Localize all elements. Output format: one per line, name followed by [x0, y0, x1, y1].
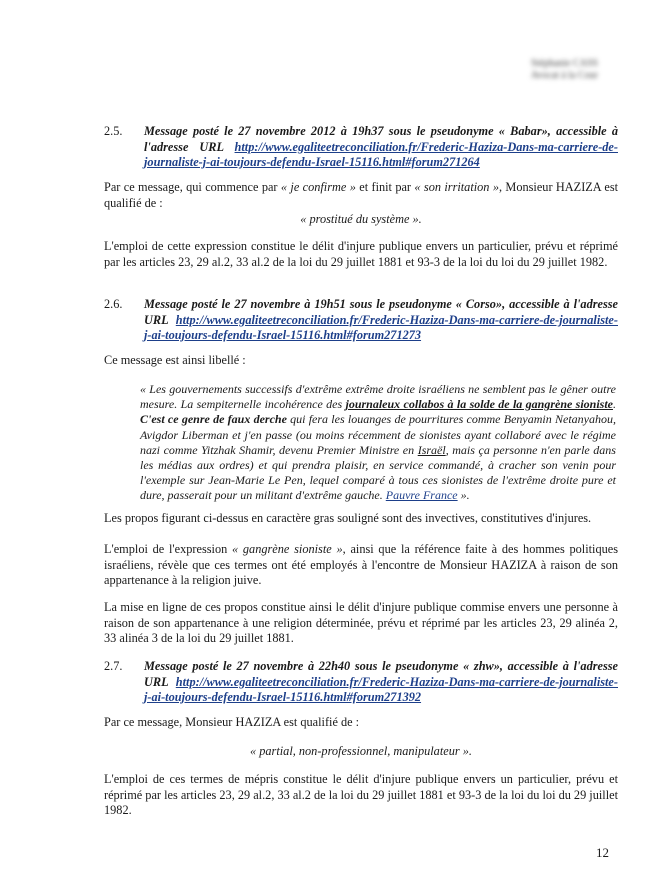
section-title: Message posté le 27 novembre 2012 à 19h37 sous le pseudonyme « Babar», accessible à l'adresse URL [144, 124, 618, 154]
section-heading [144, 124, 618, 171]
section-title: Message posté le 27 novembre à 22h40 sous le pseudonyme « zhw», accessible à l'adresse URL [144, 659, 618, 689]
quoted-end: « son irritation » [414, 180, 499, 194]
section-number: 2.6. [104, 297, 123, 311]
section-heading [144, 297, 618, 344]
message-url-link[interactable]: http://www.egaliteetreconciliation.fr/Frederic-Haziza-Dans-ma-carriere-de-journaliste-j-ai-toujours-defendu-Israel-15116.html#forum271273 [144, 312, 618, 342]
quote-underlined: Israël [417, 442, 446, 457]
paragraph-legal-1: L'emploi de cette expression constitue le délit d'injure publique envers un particulier, prévu et réprimé par les articles 23, 29 al.2, 33 al.2 de la loi du 29 juillet 1881 et 93-3 de la loi du loi du 29 juillet 1982. [104, 239, 618, 269]
text-run: Par ce message, qui commence par [104, 180, 281, 194]
section-number: 2.7. [104, 659, 123, 673]
text-run: , Monsieur HAZIZA est qualifié de : [104, 180, 619, 210]
text-run: et finit par [355, 180, 415, 194]
section-2-6 [104, 297, 618, 344]
section-number: 2.5. [104, 124, 123, 138]
paragraph-intro-quote: Ce message est ainsi libellé : [104, 353, 246, 367]
page-number: 12 [596, 845, 609, 860]
paragraph-invectives: Les propos figurant ci-dessus en caractère gras souligné sont des invectives, constitutives d'injures. [104, 511, 592, 525]
section-2-5 [104, 124, 618, 171]
letterhead-title: Avocat à la Cour [530, 70, 598, 81]
quote-text: . [613, 397, 617, 412]
quote-text: « Les gouvernements successifs d'extrême extrême droite israéliens ne semblent pas le gêner outre mesure. La sempiternelle incohérence des [140, 382, 616, 412]
paragraph-religion [104, 542, 618, 589]
quote-text: qui fera les louanges de pourritures comme Benyamin Netanyahou, Avigdor Liberman et j'en passe (ou moins récemment de sionistes ayant collaboré avec le régime nazi comme Yitzhak Shamir, devenu Premier Ministre en [140, 412, 616, 457]
section-2-7 [104, 659, 618, 706]
paragraph-legal-2: La mise en ligne de ces propos constitue ainsi le délit d'injure publique commise envers une personne à raison de son appartenance à une religion déterminée, prévu et réprimé par les articles 23, 29 alinéa 2, 33 alinéa 3 de la loi du 29 juillet 1881. [104, 600, 618, 645]
paragraph-qualification-2: Par ce message, Monsieur HAZIZA est qualifié de : [104, 715, 360, 729]
message-url-link[interactable]: http://www.egaliteetreconciliation.fr/Frederic-Haziza-Dans-ma-carriere-de-journaliste-j-ai-toujours-defendu-Israel-15116.html#forum271392 [144, 674, 618, 704]
quote-text: ». [457, 488, 470, 503]
quote-bold-underlined: journaleux collabos à la solde de la gangrène sioniste [345, 397, 614, 412]
quoted-start: « je confirme » [280, 180, 356, 194]
pauvre-france-link[interactable]: Pauvre France [385, 488, 458, 503]
text-run: L'emploi de l'expression [104, 542, 232, 556]
quoted-expression-1: « prostitué du système ». [300, 212, 422, 226]
text-run: , ainsi que la référence faite à des hommes politiques israéliens, révèle que ces termes ont été employés à l'encontre de Monsieur HAZIZA à raison de son appartenance à la religion juive. [104, 542, 618, 587]
block-quote [140, 382, 616, 504]
section-title: Message posté le 27 novembre à 19h51 sous le pseudonyme « Corso», accessible à l'adresse URL [144, 297, 618, 327]
paragraph-legal-3: L'emploi de ces termes de mépris constitue le délit d'injure publique envers un particulier, prévu et réprimé par les articles 23, 29 al.2, 33 al.2 de la loi du 29 juillet 1881 et 93-3 de la loi du loi du 29 juillet 1982. [104, 772, 618, 817]
quote-text: , mais ça personne n'en parle dans les médias aux ordres) et qui prendra plaisir, en service commandé, à cracher son venin pour l'exemple sur Jean-Marie Le Pen, lequel comparé à tous ces sionistes de l'extrême droite pure et dure, passerait pour un militant d'extrême gauche. [140, 442, 616, 503]
letterhead-blurred [531, 58, 598, 82]
quoted-expression: « gangrène sioniste » [232, 542, 343, 556]
quote-bold: C'est ce genre de faux derche [140, 412, 287, 427]
message-url-link[interactable]: http://www.egaliteetreconciliation.fr/Frederic-Haziza-Dans-ma-carriere-de-journaliste-j-ai-toujours-defendu-Israel-15116.html#forum271264 [144, 139, 618, 169]
paragraph-qualification-1 [104, 180, 618, 211]
section-heading [144, 659, 618, 706]
quoted-expression-2: « partial, non-professionnel, manipulateur ». [250, 744, 472, 758]
letterhead-name: Stéphanie CASS [531, 58, 598, 69]
